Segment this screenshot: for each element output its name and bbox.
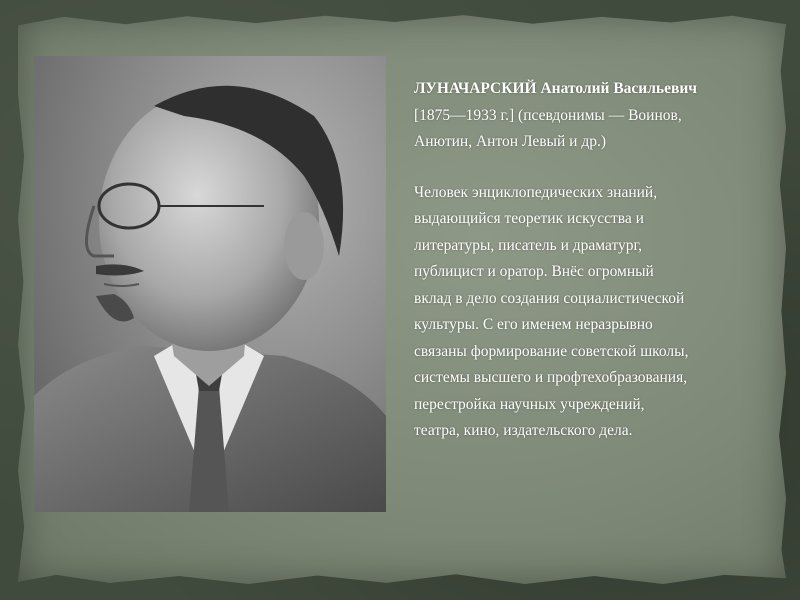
body-line: выдающийся теоретик искусства и bbox=[414, 210, 644, 227]
dates-line: [1875—1933 г.] (псевдонимы — Воинов, bbox=[414, 106, 682, 124]
text-content bbox=[414, 76, 774, 445]
body-line: вклад в дело создания социалистической bbox=[414, 289, 685, 307]
body-line: культуры. С его именем неразрывно bbox=[414, 316, 653, 333]
body-line: системы высшего и профтехобразования, bbox=[414, 369, 688, 386]
person-heading bbox=[414, 76, 774, 156]
body-line: театра, кино, издательского дела. bbox=[414, 422, 633, 439]
surname: ЛУНАЧАРСКИЙ bbox=[414, 80, 537, 97]
portrait-illustration bbox=[34, 56, 386, 512]
body-line: Человек энциклопедических знаний, bbox=[414, 183, 658, 201]
body-line: перестройка научных учреждений, bbox=[414, 395, 645, 413]
portrait-photo bbox=[34, 56, 386, 512]
biography-text bbox=[414, 180, 774, 445]
body-line: публицист и оратор. Внёс огромный bbox=[414, 263, 654, 280]
pseudonyms-line: Анютин, Антон Левый и др.) bbox=[414, 133, 606, 150]
given-names: Анатолий Васильевич bbox=[540, 80, 698, 97]
body-line: связаны формирование советской школы, bbox=[414, 342, 689, 360]
body-line: литературы, писатель и драматург, bbox=[414, 236, 643, 254]
